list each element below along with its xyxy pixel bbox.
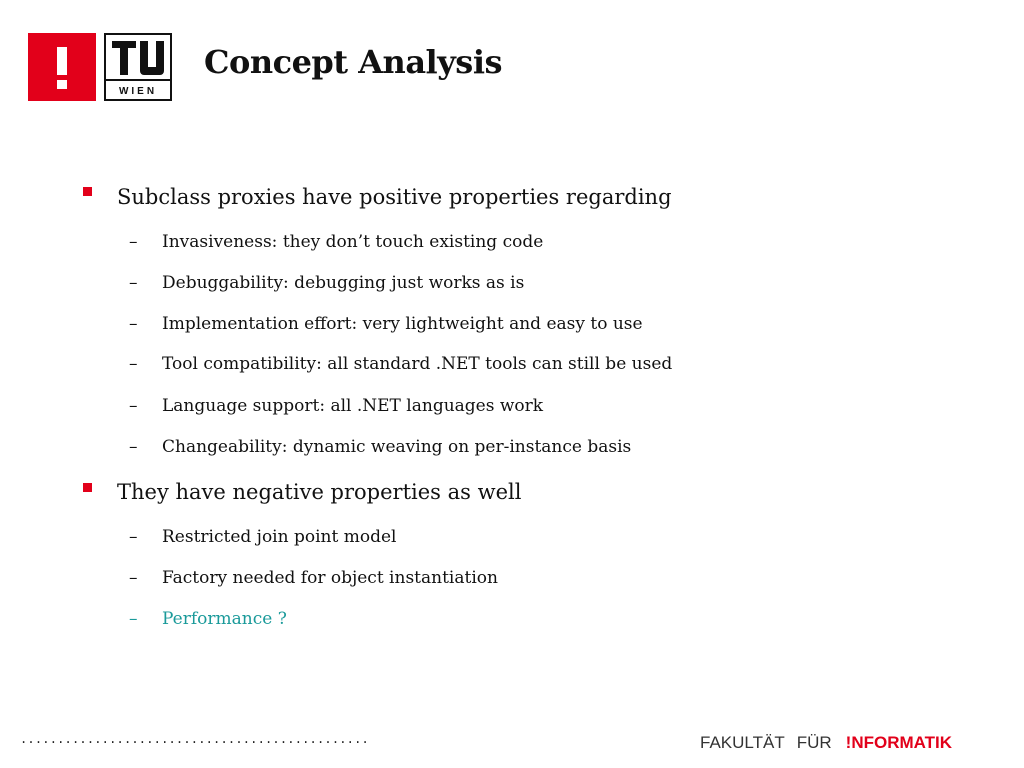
dash-marker: – bbox=[129, 396, 138, 416]
sub-bullet-item: Factory needed for object instantiation bbox=[162, 568, 498, 588]
dash-marker: – bbox=[129, 314, 138, 334]
tu-wien-logo-wien-text: WIEN bbox=[118, 86, 158, 97]
sub-bullet-item: Debuggability: debugging just works as is bbox=[162, 273, 525, 293]
footer-fuer: FÜR bbox=[796, 733, 832, 752]
bullet-marker bbox=[83, 483, 92, 492]
sub-bullet-item: Language support: all .NET languages work bbox=[162, 396, 544, 416]
dash-marker: – bbox=[129, 437, 138, 457]
sub-bullet-item: Invasiveness: they don’t touch existing code bbox=[162, 232, 544, 252]
dash-marker: – bbox=[129, 568, 138, 588]
dash-marker: – bbox=[129, 609, 138, 629]
dash-marker: – bbox=[129, 527, 138, 547]
sub-bullet-item-highlighted: Performance ? bbox=[162, 609, 287, 629]
footer-fakultaet: FAKULTÄT bbox=[700, 733, 785, 752]
bullet-item: Subclass proxies have positive properties regarding bbox=[117, 185, 672, 209]
footer-informatik: !NFORMATIK bbox=[845, 733, 953, 752]
footer-faculty-label bbox=[700, 733, 952, 753]
sub-bullet-item: Changeability: dynamic weaving on per-instance basis bbox=[162, 437, 632, 457]
bullet-item: They have negative properties as well bbox=[117, 480, 522, 504]
dash-marker: – bbox=[129, 232, 138, 252]
dash-marker: – bbox=[129, 354, 138, 374]
page-title: Concept Analysis bbox=[204, 43, 502, 81]
sub-bullet-item: Restricted join point model bbox=[162, 527, 397, 547]
sub-bullet-item: Implementation effort: very lightweight and easy to use bbox=[162, 314, 643, 334]
sub-bullet-item: Tool compatibility: all standard .NET tools can still be used bbox=[162, 354, 673, 374]
dash-marker: – bbox=[129, 273, 138, 293]
bullet-marker bbox=[83, 187, 92, 196]
footer-dotted-line: ............................................... bbox=[20, 732, 369, 746]
